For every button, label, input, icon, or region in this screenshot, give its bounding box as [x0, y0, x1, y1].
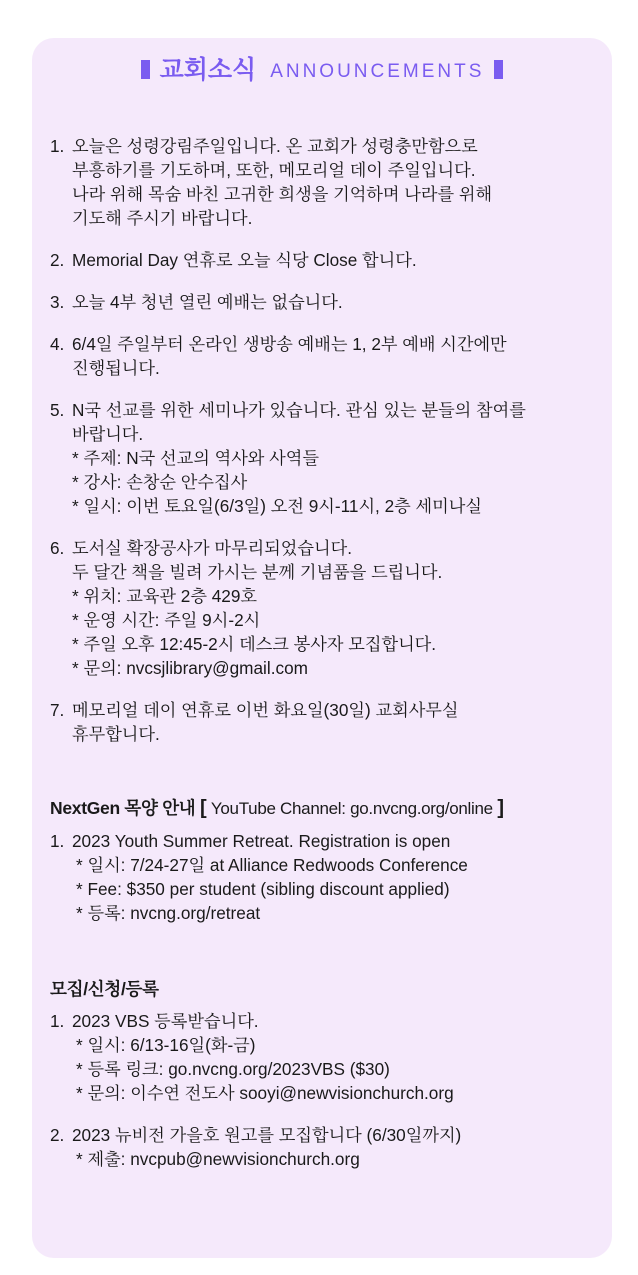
item-text — [72, 829, 606, 925]
announcement-list — [50, 134, 606, 746]
item-number: 1. — [50, 136, 65, 156]
item-text — [72, 698, 606, 746]
item-text — [72, 290, 606, 314]
item-number: 1. — [50, 1011, 65, 1031]
item-detail-line: * 문의: 이수연 전도사 sooyi@newvisionchurch.org — [76, 1083, 454, 1103]
list-item — [50, 698, 606, 746]
registration-list — [50, 1009, 606, 1171]
list-item — [50, 536, 606, 680]
item-number: 2. — [50, 250, 65, 270]
announcements-card — [32, 38, 612, 1258]
item-line: N국 선교를 위한 세미나가 있습니다. 관심 있는 분들의 참여를 — [72, 400, 526, 420]
item-text — [72, 134, 606, 230]
announcements-header — [32, 50, 612, 86]
list-item — [50, 829, 606, 925]
item-detail-line: * Fee: $350 per student (sibling discount applied) — [76, 879, 450, 899]
item-line: * 일시: 이번 토요일(6/3일) 오전 9시-11시, 2층 세미나실 — [72, 496, 482, 516]
item-line: 도서실 확장공사가 마무리되었습니다. — [72, 538, 352, 558]
list-item — [50, 1009, 606, 1105]
header-title-korean: 교회소식 — [159, 56, 257, 84]
item-line: * 운영 시간: 주일 9시-2시 — [72, 610, 261, 630]
item-line: * 주일 오후 12:45-2시 데스크 봉사자 모집합니다. — [72, 634, 437, 654]
header-bar-right — [494, 60, 503, 79]
list-item — [50, 1123, 606, 1171]
item-line: 나라 위해 목숨 바친 고귀한 희생을 기억하며 나라를 위해 — [72, 184, 493, 204]
item-number: 4. — [50, 334, 65, 354]
item-detail-line: * 등록 링크: go.nvcng.org/2023VBS ($30) — [76, 1059, 390, 1079]
item-line: * 문의: nvcsjlibrary@gmail.com — [72, 658, 308, 678]
item-text — [72, 1123, 606, 1171]
item-line: 오늘 4부 청년 열린 예배는 없습니다. — [72, 292, 343, 312]
youtube-channel-link[interactable]: YouTube Channel: go.nvcng.org/online — [210, 799, 493, 818]
item-number: 6. — [50, 538, 65, 558]
item-line: 진행됩니다. — [72, 358, 160, 378]
item-number: 7. — [50, 700, 65, 720]
item-line: 2023 Youth Summer Retreat. Registration is open — [72, 831, 451, 851]
item-number: 5. — [50, 400, 65, 420]
list-item — [50, 398, 606, 518]
list-item — [50, 248, 606, 272]
announcements-content — [50, 134, 606, 1171]
registration-section-title — [50, 977, 606, 1001]
item-line: 메모리얼 데이 연휴로 이번 화요일(30일) 교회사무실 — [72, 700, 459, 720]
item-line: 부흥하기를 기도하며, 또한, 메모리얼 데이 주일입니다. — [72, 160, 476, 180]
list-item — [50, 332, 606, 380]
item-text — [72, 1009, 606, 1105]
item-detail-line: * 일시: 7/24-27일 at Alliance Redwoods Conference — [76, 855, 468, 875]
nextgen-bracket-close: ] — [497, 797, 504, 819]
item-line: 휴무합니다. — [72, 724, 160, 744]
item-line: 2023 VBS 등록받습니다. — [72, 1011, 259, 1031]
item-line: Memorial Day 연휴로 오늘 식당 Close 합니다. — [72, 250, 417, 270]
item-line: 오늘은 성령강림주일입니다. 온 교회가 성령충만함으로 — [72, 136, 478, 156]
list-item — [50, 290, 606, 314]
item-line: 기도해 주시기 바랍니다. — [72, 208, 253, 228]
nextgen-list — [50, 829, 606, 925]
nextgen-bracket-open: [ — [199, 797, 207, 819]
item-number: 3. — [50, 292, 65, 312]
item-line: 바랍니다. — [72, 424, 144, 444]
item-text — [72, 398, 606, 518]
item-detail-line: * 등록: nvcng.org/retreat — [76, 903, 261, 923]
registration-title: 모집/신청/등록 — [50, 979, 159, 999]
nextgen-section-title — [50, 796, 606, 821]
item-number: 2. — [50, 1125, 65, 1145]
item-line: * 주제: N국 선교의 역사와 사역들 — [72, 448, 319, 468]
item-number: 1. — [50, 831, 65, 851]
item-line: 6/4일 주일부터 온라인 생방송 예배는 1, 2부 예배 시간에만 — [72, 334, 507, 354]
list-item — [50, 134, 606, 230]
item-line: 2023 뉴비전 가을호 원고를 모집합니다 (6/30일까지) — [72, 1125, 462, 1145]
item-text — [72, 332, 606, 380]
item-detail-line: * 일시: 6/13-16일(화-금) — [76, 1035, 256, 1055]
header-bar-left — [141, 60, 150, 79]
item-line: * 강사: 손창순 안수집사 — [72, 472, 248, 492]
item-line: 두 달간 책을 빌려 가시는 분께 기념품을 드립니다. — [72, 562, 443, 582]
item-text — [72, 248, 606, 272]
item-text — [72, 536, 606, 680]
header-title-english: ANNOUNCEMENTS — [270, 61, 485, 82]
nextgen-title: NextGen 목양 안내 — [50, 798, 196, 818]
item-line: * 위치: 교육관 2층 429호 — [72, 586, 258, 606]
item-detail-line: * 제출: nvcpub@newvisionchurch.org — [76, 1149, 360, 1169]
